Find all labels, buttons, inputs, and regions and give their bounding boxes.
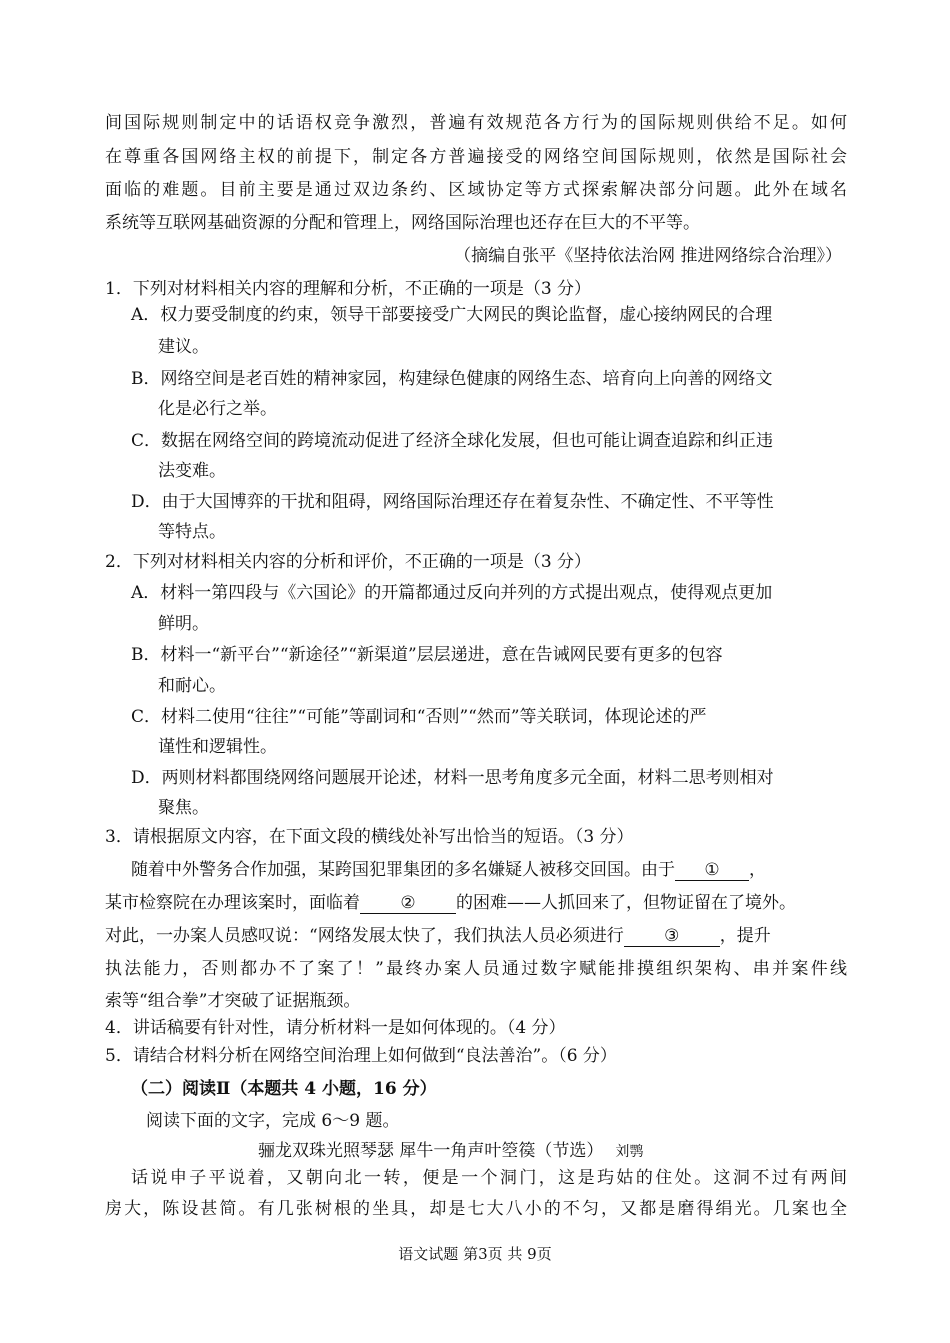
- q3-text: 的困难——人抓回来了，但物证留在了境外。: [456, 893, 796, 913]
- q2-option-a: A．材料一第四段与《六国论》的开篇都通过反向并列的方式提出观点，使得观点更加: [131, 583, 773, 603]
- q2-option-d: D．两则材料都围绕网络问题展开论述，材料一思考角度多元全面，材料二思考则相对: [131, 768, 774, 788]
- story-title-line: [258, 1140, 643, 1163]
- q2-option-c-cont: 谨性和逻辑性。: [158, 737, 277, 757]
- q3-passage-line-2: [105, 892, 796, 914]
- q3-text: ，提升: [719, 926, 771, 946]
- section-instruction: 阅读下面的文字，完成 6～9 题。: [146, 1111, 400, 1131]
- material-line-4: 系统等互联网基础资源的分配和管理上，网络国际治理也还存在巨大的不平等。: [105, 213, 700, 233]
- material-line-1: 间国际规则制定中的话语权竞争激烈，普遍有效规范各方行为的国际规则供给不足。如何: [105, 113, 847, 133]
- q1-option-b-cont: 化是必行之举。: [158, 399, 277, 419]
- material-line-3: 面临的难题。目前主要是通过双边条约、区域协定等方式探索解决部分问题。此外在域名: [105, 180, 847, 200]
- q1-option-c-cont: 法变难。: [158, 461, 226, 481]
- question-1-stem: 1．下列对材料相关内容的理解和分析，不正确的一项是（3 分）: [105, 279, 592, 299]
- blank-3[interactable]: ③: [624, 926, 720, 947]
- story-title: 骊龙双珠光照琴瑟 犀牛一角声叶箜篌（节选）: [258, 1141, 604, 1161]
- q2-option-c: C．材料二使用“往往”“可能”等副词和“否则”“然而”等关联词，体现论述的严: [131, 707, 707, 727]
- q1-option-d: D．由于大国博弈的干扰和阻碍，网络国际治理还存在着复杂性、不确定性、不平等性: [131, 492, 774, 512]
- q2-option-b-cont: 和耐心。: [158, 676, 226, 696]
- q1-option-c: C．数据在网络空间的跨境流动促进了经济全球化发展，但也可能让调查追踪和纠正违: [131, 431, 774, 451]
- question-2-stem: 2．下列对材料相关内容的分析和评价，不正确的一项是（3 分）: [105, 552, 592, 572]
- q3-text: ，: [749, 860, 766, 880]
- story-paragraph-line-1: 话说申子平说着，又朝向北一转，便是一个洞门，这是玙姑的住处。这洞不过有两间: [131, 1168, 847, 1188]
- blank-1[interactable]: ①: [675, 860, 749, 881]
- q3-passage-line-4: 执法能力，否则都办不了案了！”最终办案人员通过数字赋能排摸组织架构、串并案件线: [105, 959, 847, 979]
- story-paragraph-line-2: 房大，陈设甚简。有几张树根的坐具，却是七大八小的不匀，又都是磨得绢光。几案也全: [105, 1199, 847, 1219]
- question-4-stem: 4．讲话稿要有针对性，请分析材料一是如何体现的。（4 分）: [105, 1018, 566, 1038]
- question-3-stem: 3．请根据原文内容，在下面文段的横线处补写出恰当的短语。（3 分）: [105, 827, 634, 847]
- q2-option-b: B．材料一“新平台”“新途径”“新渠道”层层递进，意在告诫网民要有更多的包容: [131, 645, 723, 665]
- q3-text: 对此，一办案人员感叹说：“网络发展太快了，我们执法人员必须进行: [105, 926, 624, 946]
- page-footer: 语文试题 第3页 共 9页: [398, 1245, 552, 1263]
- story-author: 刘鹗: [615, 1144, 644, 1160]
- q3-text: 随着中外警务合作加强，某跨国犯罪集团的多名嫌疑人被移交回国。由于: [131, 860, 675, 880]
- q2-option-a-cont: 鲜明。: [158, 614, 209, 634]
- q3-passage-line-1: [131, 859, 766, 881]
- material-line-2: 在尊重各国网络主权的前提下，制定各方普遍接受的网络空间国际规则，依然是国际社会: [105, 147, 847, 167]
- q3-passage-line-3: [105, 925, 771, 947]
- q3-text: 某市检察院在办理该案时，面临着: [105, 893, 360, 913]
- q1-option-a-cont: 建议。: [158, 337, 209, 357]
- q1-option-d-cont: 等特点。: [158, 522, 226, 542]
- question-5-stem: 5．请结合材料分析在网络空间治理上如何做到“良法善治”。（6 分）: [105, 1046, 617, 1066]
- q2-option-d-cont: 聚焦。: [158, 798, 209, 818]
- material-source: （摘编自张平《坚持依法治网 推进网络综合治理》）: [454, 246, 842, 266]
- q1-option-a: A．权力要受制度的约束，领导干部要接受广大网民的舆论监督，虚心接纳网民的合理: [131, 305, 773, 325]
- blank-2[interactable]: ②: [360, 893, 456, 914]
- section-heading: （二）阅读Ⅱ（本题共 4 小题，16 分）: [131, 1079, 437, 1099]
- q3-passage-line-5: 索等“组合拳”才突破了证据瓶颈。: [105, 991, 361, 1011]
- q1-option-b: B．网络空间是老百姓的精神家园，构建绿色健康的网络生态、培育向上向善的网络文: [131, 369, 773, 389]
